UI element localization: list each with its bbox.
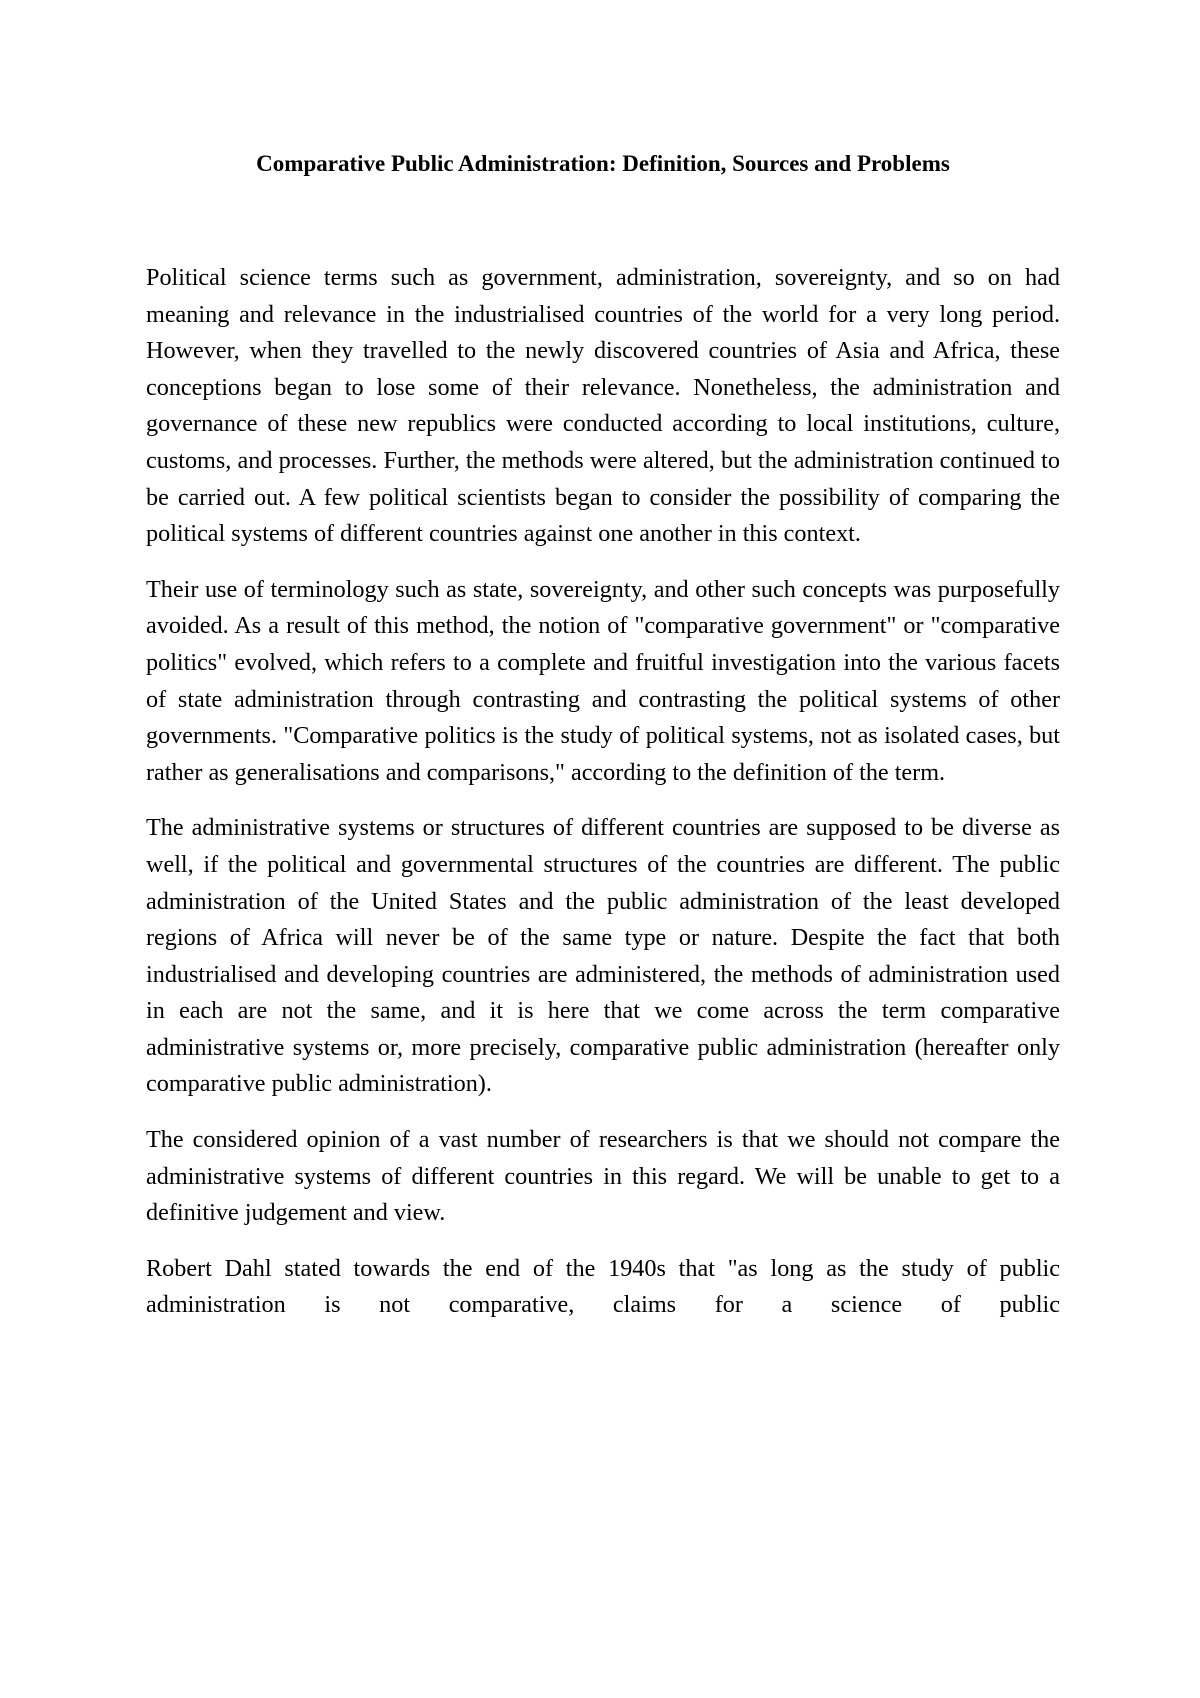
document-title: Comparative Public Administration: Definition, Sources and Problems (256, 151, 950, 176)
paragraph-5: Robert Dahl stated towards the end of the 1940s that "as long as the study of public administration is not comparative, claims for a science of public (146, 1254, 1060, 1319)
document-body (146, 260, 1060, 1343)
paragraph-4: The considered opinion of a vast number of researchers is that we should not compare the administrative systems of different countries in this regard. We will be unable to get to a definitive judgement and view. (146, 1126, 1060, 1227)
paragraph-3: The administrative systems or structures of different countries are supposed to be diverse as well, if the political and governmental structures of the countries are different. The public administration of the United States and the public administration of the least developed regions of Africa will never be of the same type or nature. Despite the fact that both industrialised and developing countries are administered, the methods of administration used in each are not the same, and it is here that we come across the term comparative administrative systems or, more precisely, comparative public administration (hereafter only comparative public administration). (146, 814, 1060, 1098)
paragraph-1: Political science terms such as government, administration, sovereignty, and so on had meaning and relevance in the industrialised countries of the world for a very long period. However, when they travelled to the newly discovered countries of Asia and Africa, these conceptions began to lose some of their relevance. Nonetheless, the administration and governance of these new republics were conducted according to local institutions, culture, customs, and processes. Further, the methods were altered, but the administration continued to be carried out. A few political scientists began to consider the possibility of comparing the political systems of different countries against one another in this context. (146, 264, 1060, 548)
paragraph-2: Their use of terminology such as state, sovereignty, and other such concepts was purposefully avoided. As a result of this method, the notion of "comparative government" or "comparative politics" evolved, which refers to a complete and fruitful investigation into the various facets of state administration through contrasting and contrasting the political systems of other governments. "Comparative politics is the study of political systems, not as isolated cases, but rather as generalisations and comparisons," according to the definition of the term. (146, 575, 1060, 786)
